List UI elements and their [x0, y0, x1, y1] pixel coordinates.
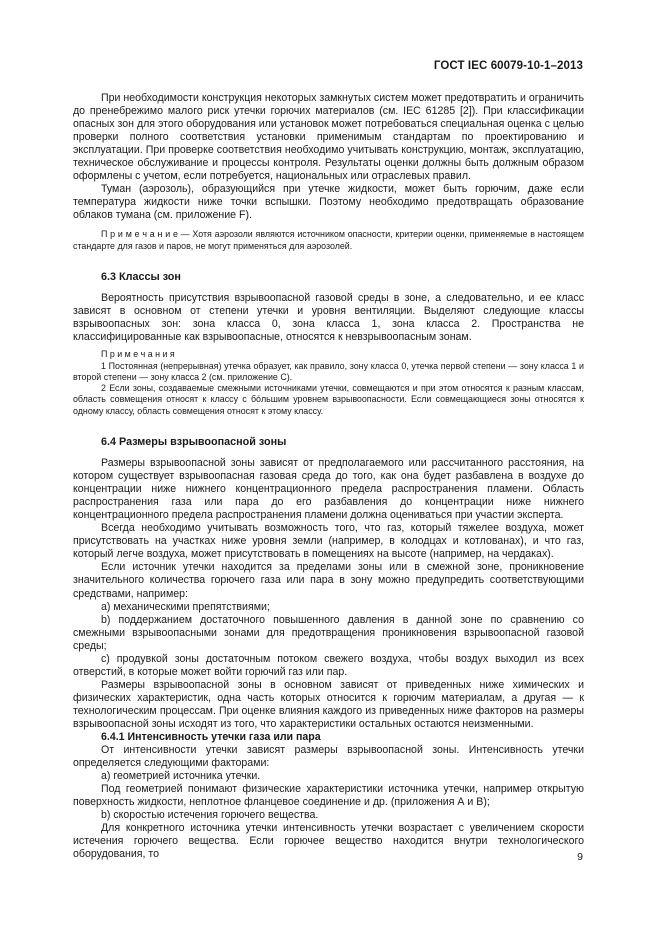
note-2: 2 Если зоны, создаваемые смежными источниками утечки, совмещаются и при этом относятся к разным классам, область совмещения относят к классу с бо́льшим уровнем взрывоопасности. Если совмещающиеся зоны относятся к одному классу, область совмещения относят к этому классу.: [73, 383, 584, 416]
list-item-velocity: b) скоростью истечения горючего вещества.: [101, 809, 319, 822]
paragraph-zone-size: Размеры взрывоопасной зоны зависят от предполагаемого или рассчитанного расстояния, на котором существует взрывоопасная газовая среда до того, как она будет разбавлена в воздухе до концентрации ниже нижнего концентрационного предела распространения пламени. Область распространения газа или пара до его разбавления до концентрации ниже нижнего концентрационного предела распространения пламени должна оцениваться при участии эксперта.: [73, 457, 584, 522]
list-item-geometry: a) геометрией источника утечки.: [101, 770, 261, 783]
section-heading-6-4: 6.4 Размеры взрывоопасной зоны: [101, 436, 287, 449]
note-label: П р и м е ч а н и е: [101, 229, 178, 240]
standard-header: ГОСТ IEC 60079-10-1–2013: [433, 60, 583, 72]
paragraph-velocity: Для конкретного источника утечки интенсивность утечки возрастает с увеличением скорости истечения горючего вещества. Если горючее вещество находится внутри технологического оборудования, то: [73, 822, 584, 861]
paragraph-release-rate: От интенсивности утечки зависят размеры взрывоопасной зоны. Интенсивность утечки определяется следующими факторами:: [73, 744, 584, 770]
list-item-c: c) продувкой зоны достаточным потоком свежего воздуха, чтобы воздух выходил из всех отверстий, в которые может войти горючий газ или пар.: [73, 652, 584, 678]
note-1: 1 Постоянная (непрерывная) утечка образует, как правило, зону класса 0, утечка первой степени — зону класса 1 и второй степени — зону класса 2 (см. приложение C).: [73, 360, 584, 382]
paragraph-mist: Туман (аэрозоль), образующийся при утечке жидкости, может быть горючим, даже если температура жидкости ниже точки вспышки. Поэтому необходимо предотвращать образование облаков тумана (см. приложение F).: [73, 183, 584, 222]
section-heading-6-4-1: 6.4.1 Интенсивность утечки газа или пара: [101, 731, 321, 744]
section-heading-6-3: 6.3 Классы зон: [101, 271, 181, 284]
document-body: [73, 92, 584, 861]
list-item-a: a) механическими препятствиями;: [101, 600, 270, 613]
list-item-b: b) поддержанием достаточного повышенного давления в данной зоне по сравнению со смежными взрывоопасными зонами для предотвращения проникновения взрывоопасной газовой среды;: [73, 613, 584, 652]
paragraph-closed-systems: При необходимости конструкция некоторых замкнутых систем может предотвратить и ограничить до пренебрежимо малого риск утечки горючих материалов (см. IEC 61285 [2]). При классификации опасных зон для этого оборудования или установок может потребоваться специальная оценка с целью проверки полного соответствия установки применимым стандартам по проектированию и эксплуатации. При проверке соответствия необходимо учитывать конструкцию, монтаж, эксплуатацию, техническое обслуживание и процессы контроля. Результаты оценки должны быть должным образом оформлены с учетом, если потребуется, национальных или отраслевых правил.: [73, 92, 584, 183]
notes-label: П р и м е ч а н и я: [101, 349, 175, 360]
paragraph-zone-classes: Вероятность присутствия взрывоопасной газовой среды в зоне, а следовательно, и ее класс зависят в основном от степени утечки и уровня вентиляции. Выделяют следующие классы взрывоопасных зон: зона класса 0, зона класса 1, зона класса 2. Пространства не классифицированные как взрывоопасные, относятся к невзрывоопасным зонам.: [73, 292, 584, 344]
page-number: 9: [577, 851, 583, 863]
note-text: — Хотя аэрозоли являются источником опасности, критерии оценки, применяемые в настоящем стандарте для газов и паров, не могут применяться для аэрозолей.: [73, 229, 584, 251]
paragraph-geometry: Под геометрией понимают физические характеристики источника утечки, например открытую поверхность жидкости, неплотное фланцевое соединение и др. (приложения А и В);: [73, 783, 584, 809]
paragraph-characteristics: Размеры взрывоопасной зоны в основном зависят от приведенных ниже химических и физических характеристик, одна часть которых относится к горючим материалам, а другая — к технологическим процессам. При оценке влияния каждого из приведенных ниже факторов на размеры взрывоопасной зоны исходят из того, что характеристики остальных остаются неизменными.: [73, 678, 584, 730]
paragraph-adjacent-source: Если источник утечки находится за пределами зоны или в смежной зоне, проникновение значительного количества горючего газа или пара в зону можно предупредить соответствующими средствами, например:: [73, 561, 584, 600]
note-aerosol: [73, 229, 584, 252]
paragraph-heavy-light-gas: Всегда необходимо учитывать возможность того, что газ, который тяжелее воздуха, может присутствовать на участках ниже уровня земли (например, в колодцах и котлованах), и что газ, который легче воздуха, может присутствовать в помещениях на высоте (например, на чердаках).: [73, 522, 584, 561]
